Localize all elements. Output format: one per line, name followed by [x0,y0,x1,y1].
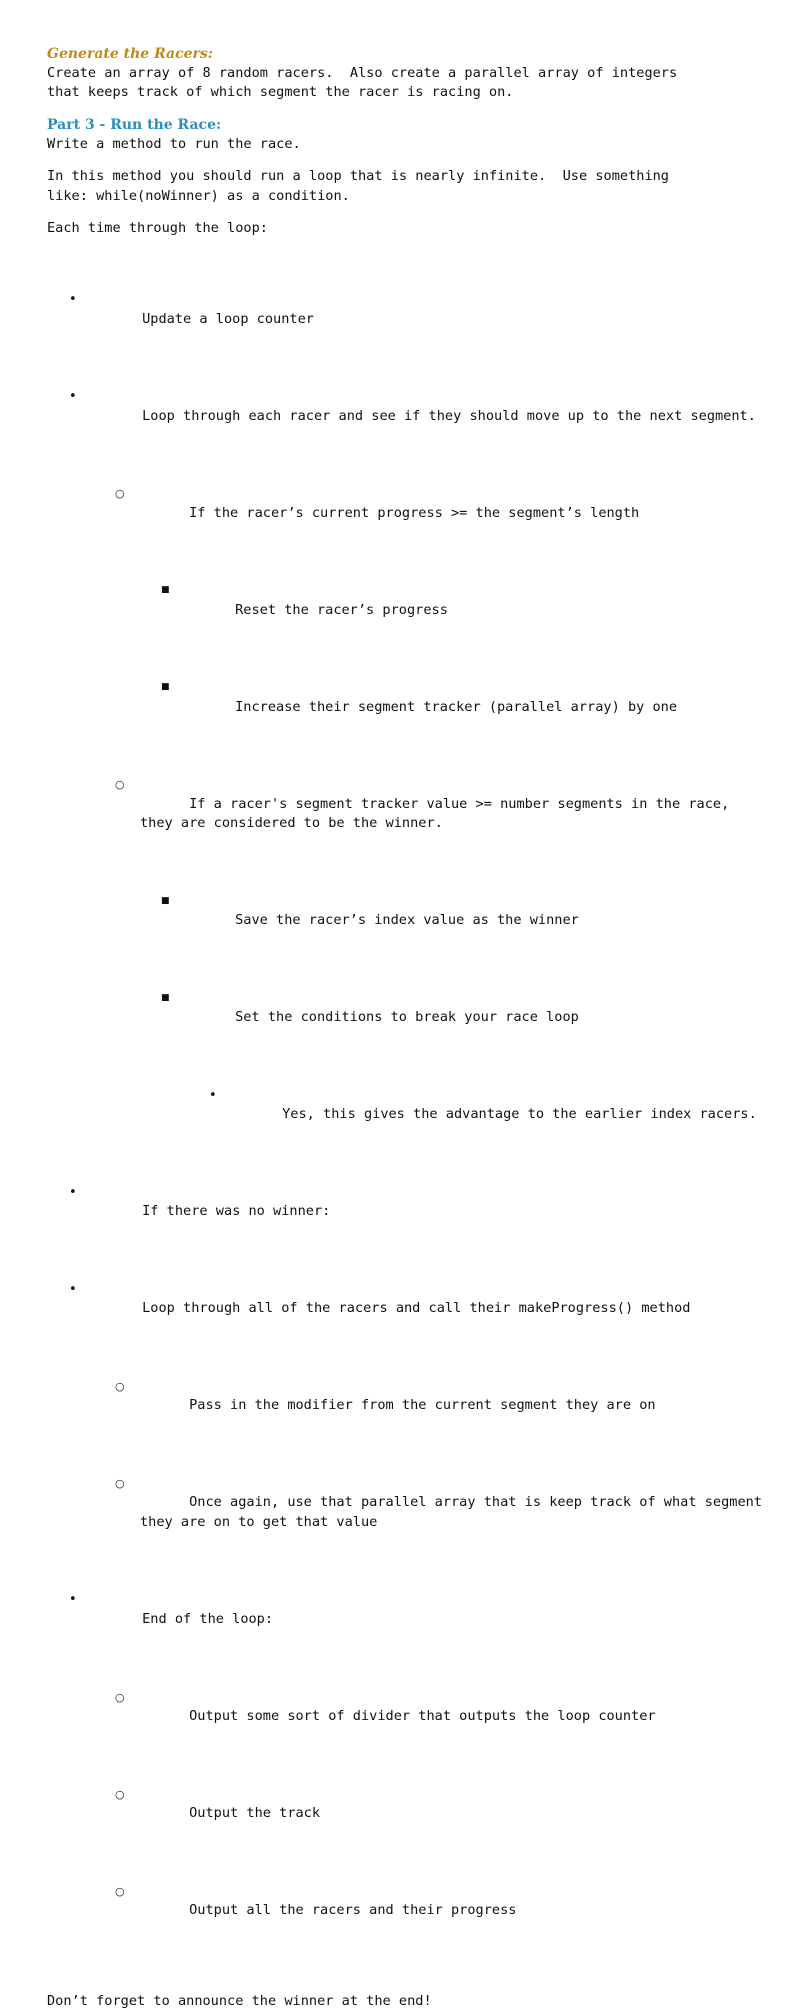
list-item [47,1688,767,1746]
list-item-text: If a racer's segment tracker value >= number segments in the race, they are considered to be the winner. [140,795,730,832]
list-item-text: Loop through all of the racers and call their makeProgress() method [142,1300,691,1317]
list-item [47,775,767,853]
list-item [47,1785,767,1843]
loop-steps-intro: Each time through the loop: [47,220,268,237]
run-race-intro: Write a method to run the race. [47,135,301,152]
bullet-dot-icon: • [69,1592,77,1608]
list-item-text: Set the conditions to break your race loop [235,1009,579,1026]
list-item [47,290,767,348]
list-item-text: If the racer’s current progress >= the segment’s length [189,504,640,521]
list-item-text: Output all the racers and their progress [189,1901,517,1918]
list-item-text: End of the loop: [142,1610,274,1627]
list-item-text: Yes, this gives the advantage to the earlier index racers. [282,1106,757,1123]
document-page [47,44,767,2011]
list-item-text: Output the track [189,1804,321,1821]
bullet-dot-icon: • [69,1281,77,1297]
list-item-text: Update a loop counter [142,310,314,327]
loop-steps-list [47,251,767,1978]
bullet-dot-icon: • [69,292,77,308]
list-item [47,1590,767,1648]
list-item [47,1474,767,1552]
bullet-square-icon: ■ [161,682,170,693]
list-item [47,1377,767,1435]
list-item-text: If there was no winner: [142,1203,331,1220]
bullet-circle-icon: ○ [115,1380,125,1393]
list-item [47,1183,767,1241]
bullet-circle-icon: ○ [115,778,125,792]
closing-note: Don’t forget to announce the winner at the end! [47,1992,432,2009]
bullet-circle-icon: ○ [115,487,125,501]
bullet-dot-icon: • [209,1087,217,1103]
bullet-square-icon: ■ [161,895,170,906]
list-item-text: Save the racer’s index value as the winner [235,912,579,929]
list-item [47,1882,767,1940]
list-item-text: Output some sort of divider that outputs the loop counter [189,1707,656,1724]
bullet-dot-icon: • [69,1184,77,1200]
list-item [47,1280,767,1338]
bullet-square-icon: ■ [161,585,170,596]
list-item [47,1086,767,1144]
list-item-text: Reset the racer’s progress [235,601,448,618]
list-item [47,892,767,950]
bullet-circle-icon: ○ [115,1690,125,1704]
bullet-square-icon: ■ [161,992,170,1003]
list-item [47,678,767,736]
list-item [47,581,767,639]
list-item [47,387,767,445]
section-heading-generate-racers: Generate the Racers: [47,46,213,62]
generate-racers-text: Create an array of 8 random racers. Also create a parallel array of integers that keeps track of which segment the racer is racing on. [47,65,678,101]
loop-description: In this method you should run a loop that is nearly infinite. Use something like: while(noWinner) as a condition. [47,168,669,204]
list-item-text: Pass in the modifier from the current segment they are on [189,1397,656,1414]
bullet-dot-icon: • [69,389,77,405]
list-item [47,989,767,1047]
bullet-circle-icon: ○ [115,1884,125,1898]
section-heading-run-the-race: Part 3 - Run the Race: [47,116,222,133]
bullet-circle-icon: ○ [115,1787,125,1801]
list-item-text: Once again, use that parallel array that is keep track of what segment they are on to get that value [140,1494,762,1530]
list-item [47,484,767,542]
list-item-text: Increase their segment tracker (parallel array) by one [235,698,678,715]
list-item-text: Loop through each racer and see if they should move up to the next segment. [142,407,756,424]
bullet-circle-icon: ○ [115,1477,125,1491]
